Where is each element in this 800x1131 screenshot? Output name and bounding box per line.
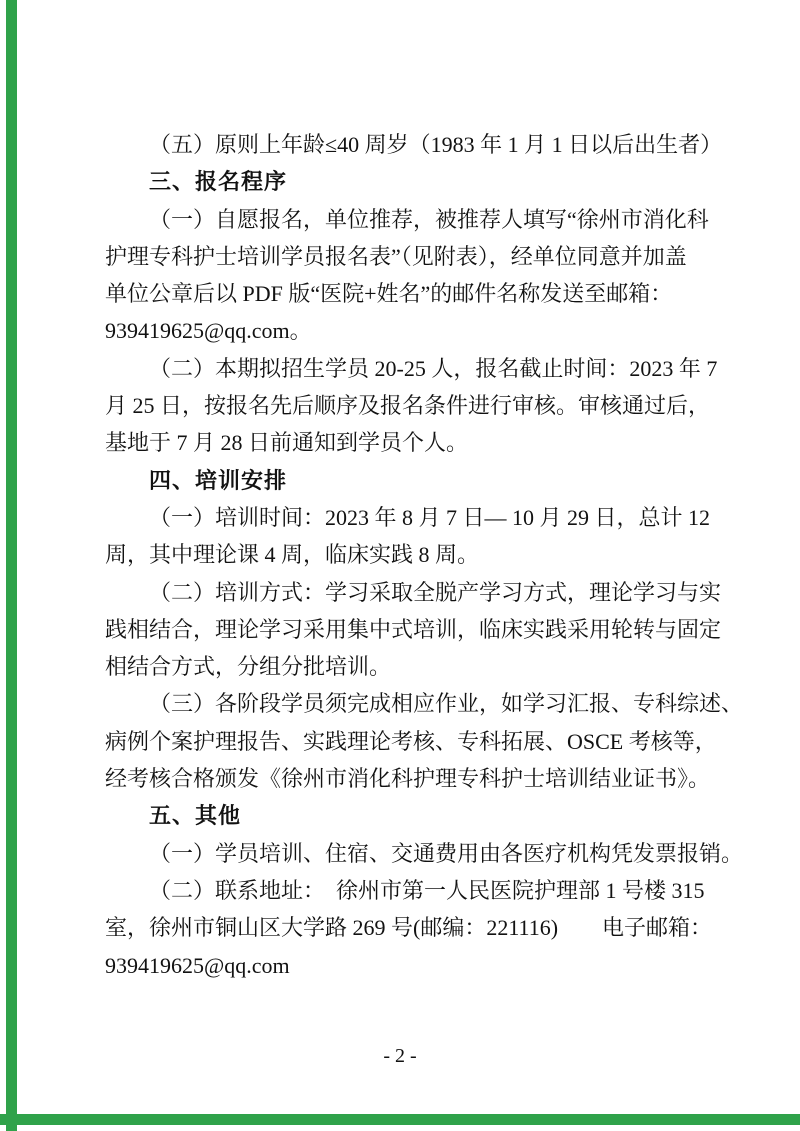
- text-line: 月 25 日，按报名先后顺序及报名条件进行审核。审核通过后，: [105, 393, 711, 419]
- text-line: （一）培训时间：2023 年 8 月 7 日— 10 月 29 日，总计 12: [149, 504, 711, 530]
- green-border-left: [6, 0, 17, 1131]
- text-line: 病例个案护理报告、实践理论考核、专科拓展、OSCE 考核等，: [105, 728, 717, 754]
- section-heading: 五、其他: [149, 803, 242, 829]
- section-heading: 三、报名程序: [149, 169, 288, 195]
- text-line: 939419625@qq.com。: [105, 318, 312, 344]
- text-line: 践相结合，理论学习采用集中式培训，临床实践采用轮转与固定: [105, 616, 722, 642]
- text-line: （二）联系地址： 徐州市第一人民医院护理部 1 号楼 315: [149, 877, 705, 903]
- text-line: 经考核合格颁发《徐州市消化科护理专科护士培训结业证书》。: [105, 766, 711, 792]
- green-border-bottom: [0, 1114, 800, 1125]
- text-line: （三）各阶段学员须完成相应作业，如学习汇报、专科综述、: [149, 691, 744, 717]
- text-line: 室，徐州市铜山区大学路 269 号(邮编：221116) 电子邮箱：: [105, 915, 713, 941]
- text-line: 相结合方式，分组分批培训。: [105, 654, 392, 680]
- text-line: （二）培训方式：学习采取全脱产学习方式，理论学习与实: [149, 579, 722, 605]
- text-line: （五）原则上年龄≤40 周岁（1983 年 1 月 1 日以后出生者）: [149, 132, 723, 157]
- text-line: 护理专科护士培训学员报名表”（见附表），经单位同意并加盖: [105, 243, 687, 269]
- page-number: - 2 -: [383, 1045, 417, 1067]
- section-heading: 四、培训安排: [149, 467, 288, 493]
- text-line: （一）学员培训、住宿、交通费用由各医疗机构凭发票报销。: [149, 840, 744, 866]
- text-line: （二）本期拟招生学员 20-25 人，报名截止时间：2023 年 7: [149, 355, 718, 381]
- text-line: 周，其中理论课 4 周，临床实践 8 周。: [105, 542, 480, 568]
- text-line: 单位公章后以 PDF 版“医院+姓名”的邮件名称发送至邮箱：: [105, 281, 673, 307]
- text-line: （一）自愿报名，单位推荐，被推荐人填写“徐州市消化科: [149, 206, 709, 232]
- text-line: 939419625@qq.com: [105, 952, 290, 978]
- document-body: [105, 126, 744, 984]
- text-line: 基地于 7 月 28 日前通知到学员个人。: [105, 430, 469, 456]
